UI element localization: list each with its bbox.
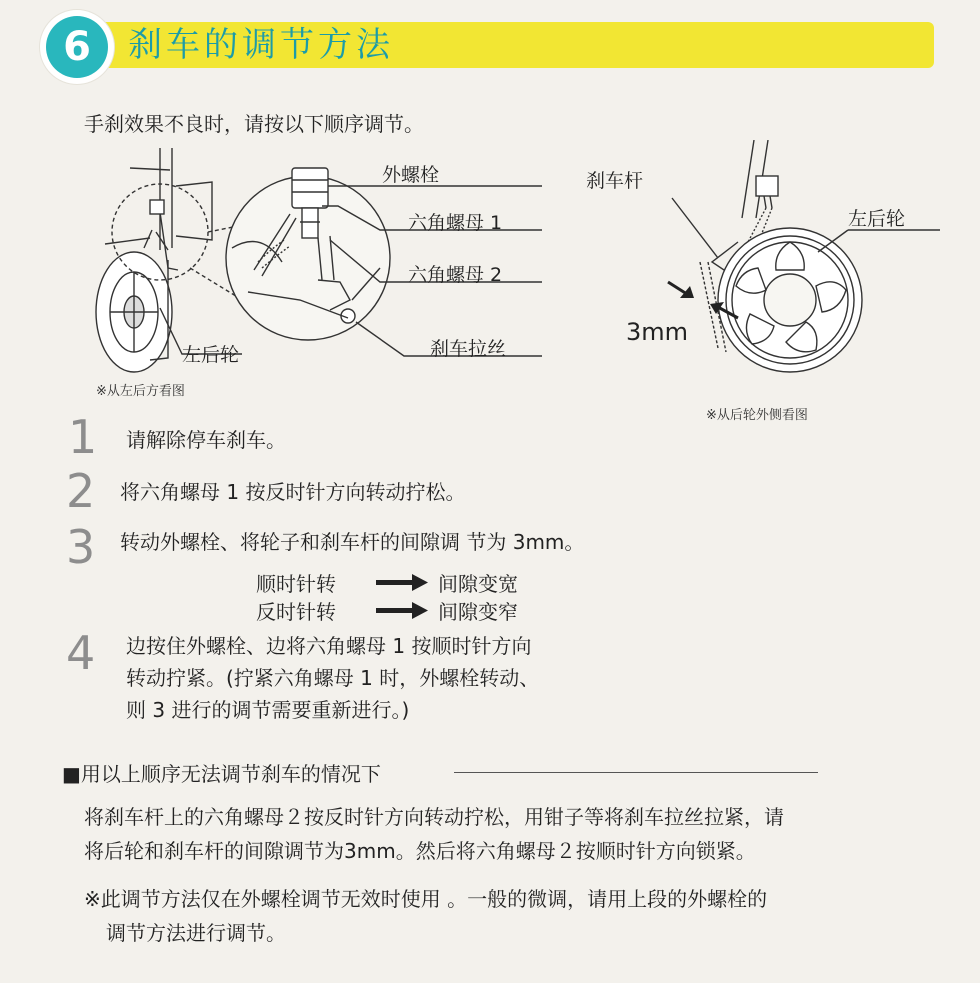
arrow-right-icon: [376, 600, 428, 624]
chair-rear-view-drawing: [96, 148, 212, 372]
section-divider: [454, 772, 818, 773]
step-text: 转动外螺栓、将轮子和刹车杆的间隙调 节为 3mm。: [120, 530, 585, 554]
step-text-line: 则 3 进行的调节需要重新进行。): [126, 698, 410, 722]
rotation-result: 间隙变窄: [438, 600, 518, 624]
section-heading: ■用以上顺序无法调节刹车的情况下: [62, 762, 381, 786]
label-hex-nut-1: 六角螺母 1: [408, 212, 503, 234]
label-hex-nut-2: 六角螺母 2: [408, 264, 503, 286]
arrow-right-icon: [376, 572, 428, 596]
label-gap: 3mm: [626, 318, 689, 346]
step-number: 2: [66, 464, 96, 518]
label-brake-wire: 刹车拉丝: [430, 338, 507, 360]
step-text-line: 转动拧紧。(拧紧六角螺母 1 时，外螺栓转动、: [126, 666, 540, 690]
section-paragraph-line: 将后轮和刹车杆的间隙调节为3mm。然后将六角螺母２按顺时针方向锁紧。: [84, 839, 756, 863]
label-outer-bolt: 外螺栓: [382, 164, 440, 186]
step-text-line: 边按住外螺栓、边将六角螺母 1 按顺时针方向: [126, 634, 532, 658]
step-number: 1: [68, 410, 98, 464]
step-text: 请解除停车刹车。: [126, 428, 286, 452]
section-note-line: 调节方法进行调节。: [106, 921, 286, 945]
rotation-direction: 反时针转: [256, 600, 336, 624]
intro-text: 手刹效果不良时，请按以下顺序调节。: [84, 112, 424, 136]
step-badge: 6: [46, 16, 108, 78]
rotation-direction: 顺时针转: [256, 572, 336, 596]
caption-left-view: ※从左后方看图: [96, 384, 185, 399]
rotation-result: 间隙变宽: [438, 572, 518, 596]
page-title: 刹车的调节方法: [128, 25, 394, 65]
label-left-rear-wheel: 左后轮: [182, 344, 240, 366]
zoom-detail-drawing: [226, 168, 390, 340]
section-paragraph-line: 将刹车杆上的六角螺母２按反时针方向转动拧松，用钳子等将刹车拉丝拉紧，请: [84, 805, 784, 829]
caption-right-view: ※从后轮外侧看图: [706, 408, 808, 423]
step-number: 4: [66, 626, 96, 680]
step-number: 3: [66, 520, 96, 574]
rear-wheel-drawing: [700, 140, 862, 372]
section-note-line: ※此调节方法仅在外螺栓调节无效时使用 。一般的微调，请用上段的外螺栓的: [84, 887, 768, 911]
label-brake-lever: 刹车杆: [586, 170, 644, 192]
label-left-rear-wheel-right: 左后轮: [848, 208, 906, 230]
step-text: 将六角螺母 1 按反时针方向转动拧松。: [120, 480, 466, 504]
